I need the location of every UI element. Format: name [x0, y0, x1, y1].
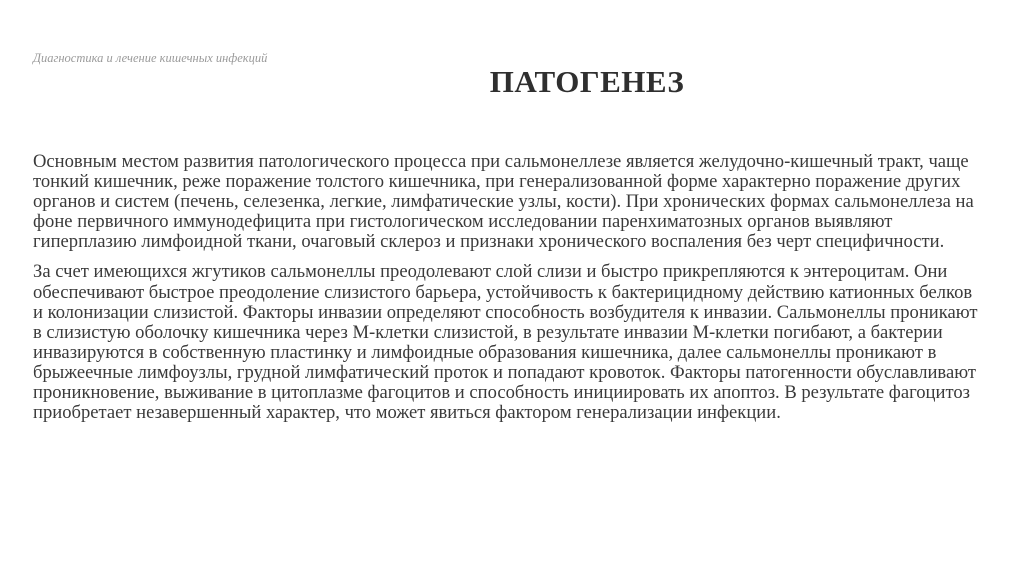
- paragraph-pathogenesis-site: Основным местом развития патологического процесса при сальмонеллезе является желудочно-кишечный тракт, чаще тонкий кишечник, реже поражение толстого кишечника, при генерализованной форме характерно поражение других органов и систем (печень, селезенка, легкие, лимфатические узлы, кости). При хронических формах сальмонеллеза на фоне первичного иммунодефицита при гистологическом исследовании паренхиматозных органов выявляют гиперплазию лимфоидной ткани, очаговый склероз и признаки хронического воспаления без черт специфичности.: [33, 151, 974, 253]
- slide-title: ПАТОГЕНЕЗ: [489, 64, 685, 99]
- slide-body: [33, 152, 983, 433]
- paragraph-invasion-mechanism: За счет имеющихся жгутиков сальмонеллы преодолевают слой слизи и быстро прикрепляются к энтероцитам. Они обеспечивают быстрое преодоление слизистого барьера, устойчивость к бактерицидному действию катионных белков и колонизации слизистой. Факторы инвазии определяют способность возбудителя к инвазии. Сальмонеллы проникают в слизистую оболочку кишечника через М-клетки слизистой, в результате инвазии М-клетки погибают, а бактерии инвазируются в собственную пластинку и лимфоидные образования кишечника, далее сальмонеллы проникают в брыжеечные лимфоузлы, грудной лимфатический проток и попадают кровоток. Факторы патогенности обуславливают проникновение, выживание в цитоплазме фагоцитов и способность инициировать их апоптоз. В результате фагоцитоз приобретает незавершенный характер, что может явиться фактором генерализации инфекции.: [33, 261, 978, 424]
- header-note: Диагностика и лечение кишечных инфекций: [33, 51, 268, 65]
